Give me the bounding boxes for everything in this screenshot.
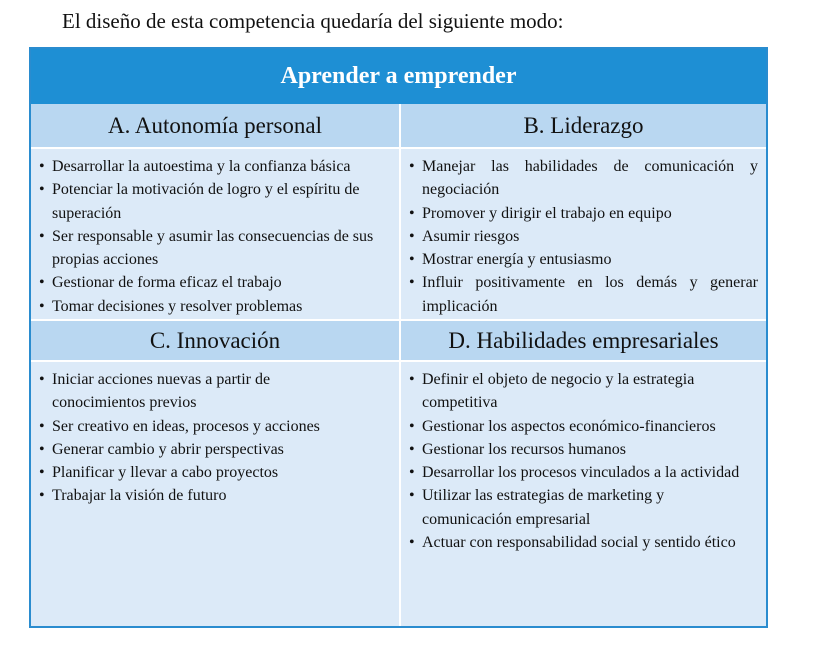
list-item <box>39 178 391 225</box>
competence-table <box>29 47 768 628</box>
list-item <box>409 484 752 531</box>
list-item-text: Gestionar los aspectos económico-financieros <box>422 417 716 435</box>
list-item-text: Mostrar energía y entusiasmo <box>422 251 612 269</box>
item-list <box>401 149 766 318</box>
list-item-text: Generar cambio y abrir perspectivas <box>52 440 284 458</box>
bullet-icon: • <box>39 487 45 505</box>
list-item <box>409 368 752 415</box>
bullet-icon: • <box>409 204 415 222</box>
bullet-icon: • <box>409 371 415 388</box>
list-item <box>409 415 752 438</box>
list-item <box>409 225 758 248</box>
list-item <box>39 295 391 318</box>
bullet-icon: • <box>39 417 45 435</box>
list-item <box>39 225 391 272</box>
list-item <box>409 202 758 225</box>
section-heading: C. Innovación <box>31 321 399 362</box>
section-liderazgo <box>399 104 766 319</box>
bullet-icon: • <box>39 227 45 245</box>
item-list <box>401 362 766 554</box>
bullet-icon: • <box>409 227 415 245</box>
list-item-text: Potenciar la motivación de logro y el espíritu de superación <box>52 181 360 222</box>
bullet-icon: • <box>39 464 45 482</box>
section-innovacion <box>31 319 399 626</box>
bullet-icon: • <box>39 181 45 199</box>
bullet-icon: • <box>39 440 45 458</box>
list-item-text: Gestionar los recursos humanos <box>422 440 626 458</box>
section-autonomia-personal <box>31 104 399 319</box>
section-heading: D. Habilidades empresariales <box>401 321 766 362</box>
bullet-icon: • <box>39 297 45 315</box>
bullet-icon: • <box>39 371 45 388</box>
list-item-text: Actuar con responsabilidad social y sentido ético <box>422 534 736 552</box>
list-item-text: Gestionar de forma eficaz el trabajo <box>52 274 282 292</box>
list-item <box>39 155 391 178</box>
bullet-icon: • <box>409 464 415 482</box>
item-list <box>31 149 399 318</box>
list-item-text: Asumir riesgos <box>422 227 520 245</box>
list-item-text: Ser responsable y asumir las consecuencias de sus propias acciones <box>52 227 374 269</box>
list-item <box>409 461 752 484</box>
bullet-icon: • <box>409 534 415 552</box>
list-item <box>39 484 339 507</box>
list-item <box>409 248 758 271</box>
list-item-text: Influir positivamente en los demás y generar implicación <box>422 274 758 315</box>
table-title: Aprender a emprender <box>31 49 766 104</box>
list-item-text: Iniciar acciones nuevas a partir de conocimientos previos <box>52 371 271 412</box>
intro-text: El diseño de esta competencia quedaría del siguiente modo: <box>62 9 564 33</box>
bullet-icon: • <box>409 440 415 458</box>
list-item-text: Manejar las habilidades de comunicación y negociación <box>422 158 758 199</box>
list-item <box>39 271 391 294</box>
section-heading: A. Autonomía personal <box>31 104 399 149</box>
list-item <box>409 438 752 461</box>
bullet-icon: • <box>409 417 415 435</box>
bullet-icon: • <box>409 158 415 175</box>
list-item-text: Desarrollar los procesos vinculados a la actividad <box>422 464 740 482</box>
list-item-text: Planificar y llevar a cabo proyectos <box>52 464 279 482</box>
list-item <box>39 415 339 438</box>
list-item <box>409 531 752 554</box>
list-item-text: Desarrollar la autoestima y la confianza básica <box>52 158 351 175</box>
bullet-icon: • <box>409 487 415 505</box>
list-item-text: Tomar decisiones y resolver problemas <box>52 297 303 315</box>
bullet-icon: • <box>39 274 45 292</box>
list-item <box>39 461 339 484</box>
list-item-text: Utilizar las estrategias de marketing y comunicación empresarial <box>422 487 665 528</box>
item-list <box>31 362 399 508</box>
list-item-text: Promover y dirigir el trabajo en equipo <box>422 204 672 222</box>
section-habilidades-empresariales <box>399 319 766 626</box>
list-item-text: Definir el objeto de negocio y la estrategia competitiva <box>422 371 695 412</box>
list-item <box>409 155 758 202</box>
bullet-icon: • <box>409 274 415 292</box>
list-item <box>39 438 339 461</box>
list-item <box>409 271 758 318</box>
bullet-icon: • <box>39 158 45 175</box>
list-item <box>39 368 339 415</box>
list-item-text: Ser creativo en ideas, procesos y acciones <box>52 417 320 435</box>
bullet-icon: • <box>409 251 415 269</box>
section-heading: B. Liderazgo <box>401 104 766 149</box>
list-item-text: Trabajar la visión de futuro <box>52 487 227 505</box>
